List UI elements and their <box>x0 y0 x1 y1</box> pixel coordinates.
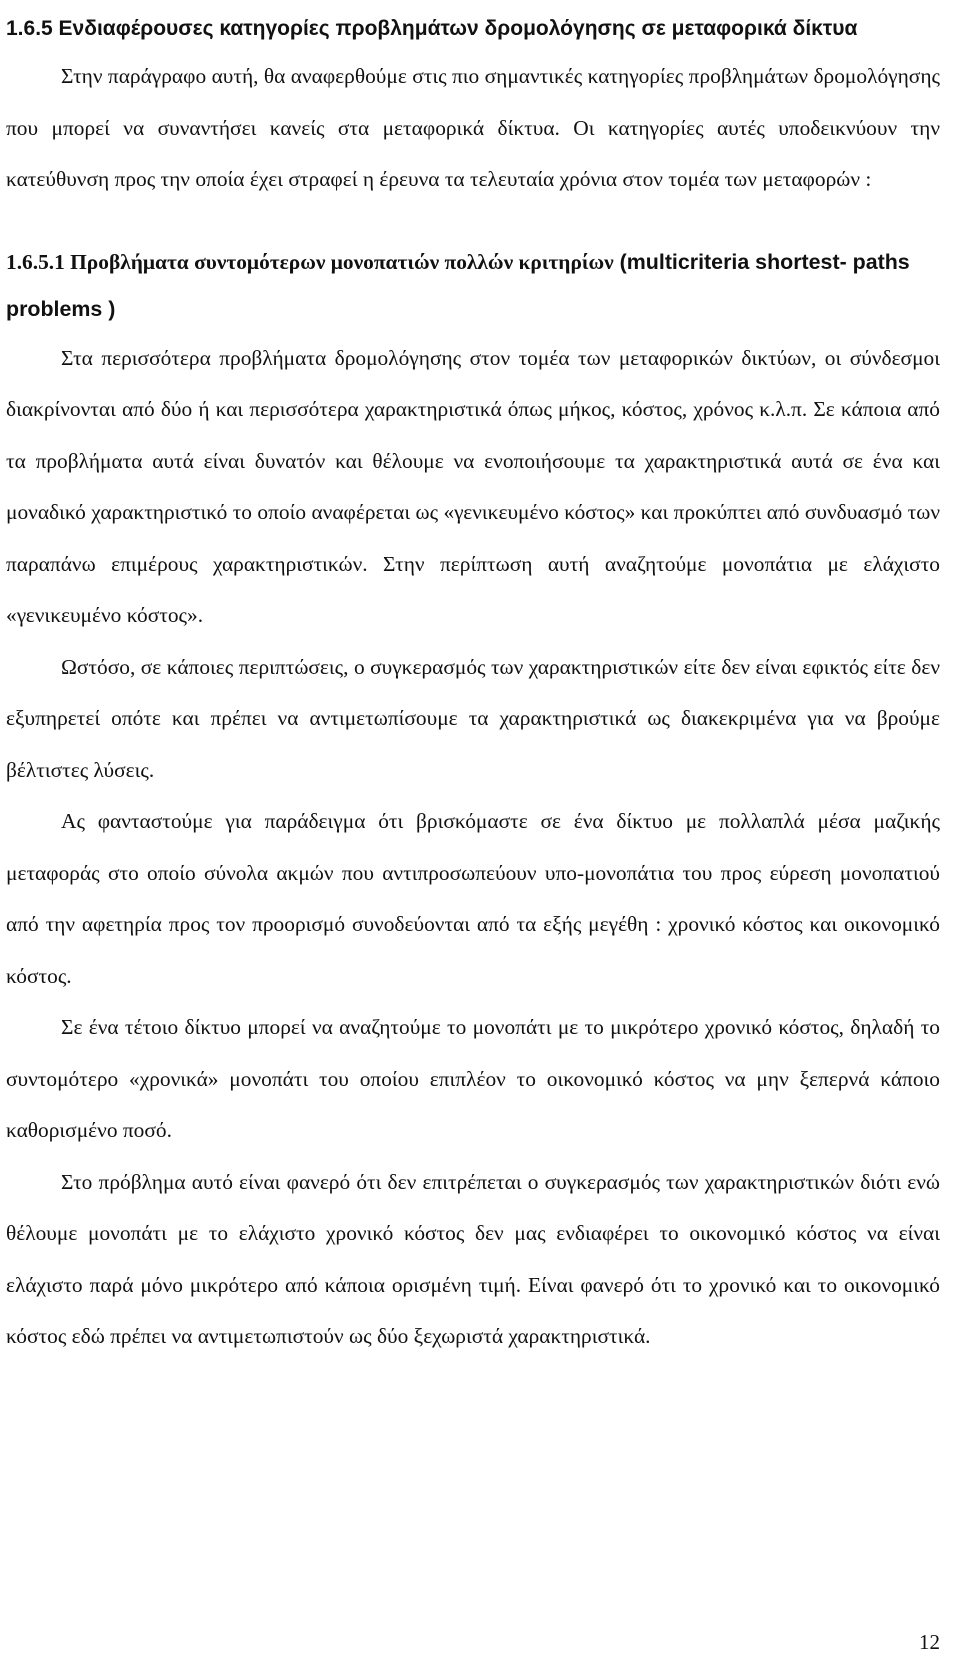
section-intro-paragraph: Στην παράγραφο αυτή, θα αναφερθούμε στις πιο σημαντικές κατηγορίες προβλημάτων δρομολόγησης που μπορεί να συναντήσει κανείς στα μεταφορικά δίκτυα. Οι κατηγορίες αυτές υποδεικνύουν την κατεύθυνση προς την οποία έχει στραφεί η έρευνα τα τελευταία χρόνια στον τομέα των μεταφορών : <box>6 64 940 191</box>
subsection-heading-greek: 1.6.5.1 Προβλήματα συντομότερων μονοπατιών πολλών κριτηρίων <box>6 249 614 274</box>
body-paragraph-5: Στο πρόβλημα αυτό είναι φανερό ότι δεν επιτρέπεται ο συγκερασμός των χαρακτηριστικών διότι ενώ θέλουμε μονοπάτι με το ελάχιστο χρονικό κόστος δεν μας ενδιαφέρει το οικονομικό κόστος να είναι ελάχιστο παρά μόνο μικρότερο από κάποια ορισμένη τιμή. Είναι φανερό ότι το χρονικό και το οικονομικό κόστος εδώ πρέπει να αντιμετωπιστούν ως δύο ξεχωριστά χαρακτηριστικά. <box>6 1169 940 1348</box>
section-heading: 1.6.5 Ενδιαφέρουσες κατηγορίες προβλημάτων δρομολόγησης σε μεταφορικά δίκτυα <box>6 17 858 40</box>
page-number: 12 <box>919 1630 940 1654</box>
body-paragraph-4: Σε ένα τέτοιο δίκτυο μπορεί να αναζητούμε το μονοπάτι με το μικρότερο χρονικό κόστος, δηλαδή το συντομότερο «χρονικά» μονοπάτι του οποίου επιπλέον το οικονομικό κόστος να μην ξεπερνά κάποιο καθορισμένο ποσό. <box>6 1015 940 1142</box>
body-paragraph-2: Ωστόσο, σε κάποιες περιπτώσεις, ο συγκερασμός των χαρακτηριστικών είτε δεν είναι εφικτός είτε δεν εξυπηρετεί οπότε και πρέπει να αντιμετωπίσουμε τα χαρακτηριστικά ως διακεκριμένα για να βρούμε βέλτιστες λύσεις. <box>6 654 940 782</box>
subsection-heading <box>6 239 940 333</box>
body-paragraph-3: Ας φανταστούμε για παράδειγμα ότι βρισκόμαστε σε ένα δίκτυο με πολλαπλά μέσα μαζικής μεταφοράς στο οποίο σύνολα ακμών που αντιπροσωπεύουν υπο-μονοπάτια του προς εύρεση μονοπατιού από την αφετηρία προς τον προορισμό συνοδεύονται από τα εξής μεγέθη : χρονικό κόστος και οικονομικό κόστος. <box>6 809 940 988</box>
document-page <box>6 0 940 1363</box>
body-paragraph-1: Στα περισσότερα προβλήματα δρομολόγησης στον τομέα των μεταφορικών δικτύων, οι σύνδεσμοι διακρίνονται από δύο ή και περισσότερα χαρακτηριστικά όπως μήκος, κόστος, χρόνος κ.λ.π. Σε κάποια από τα προβλήματα αυτά είναι δυνατόν και θέλουμε να ενοποιήσουμε τα χαρακτηριστικά αυτά σε ένα και μοναδικό χαρακτηριστικό το οποίο αναφέρεται ως «γενικευμένο κόστος» και προκύπτει από συνδυασμό των παραπάνω επιμέρους χαρακτηριστικών. Στην περίπτωση αυτή αναζητούμε μονοπάτια με ελάχιστο «γενικευμένο κόστος». <box>6 345 940 627</box>
subsection-heading-english: (multicriteria shortest- paths problems ) <box>6 249 910 321</box>
